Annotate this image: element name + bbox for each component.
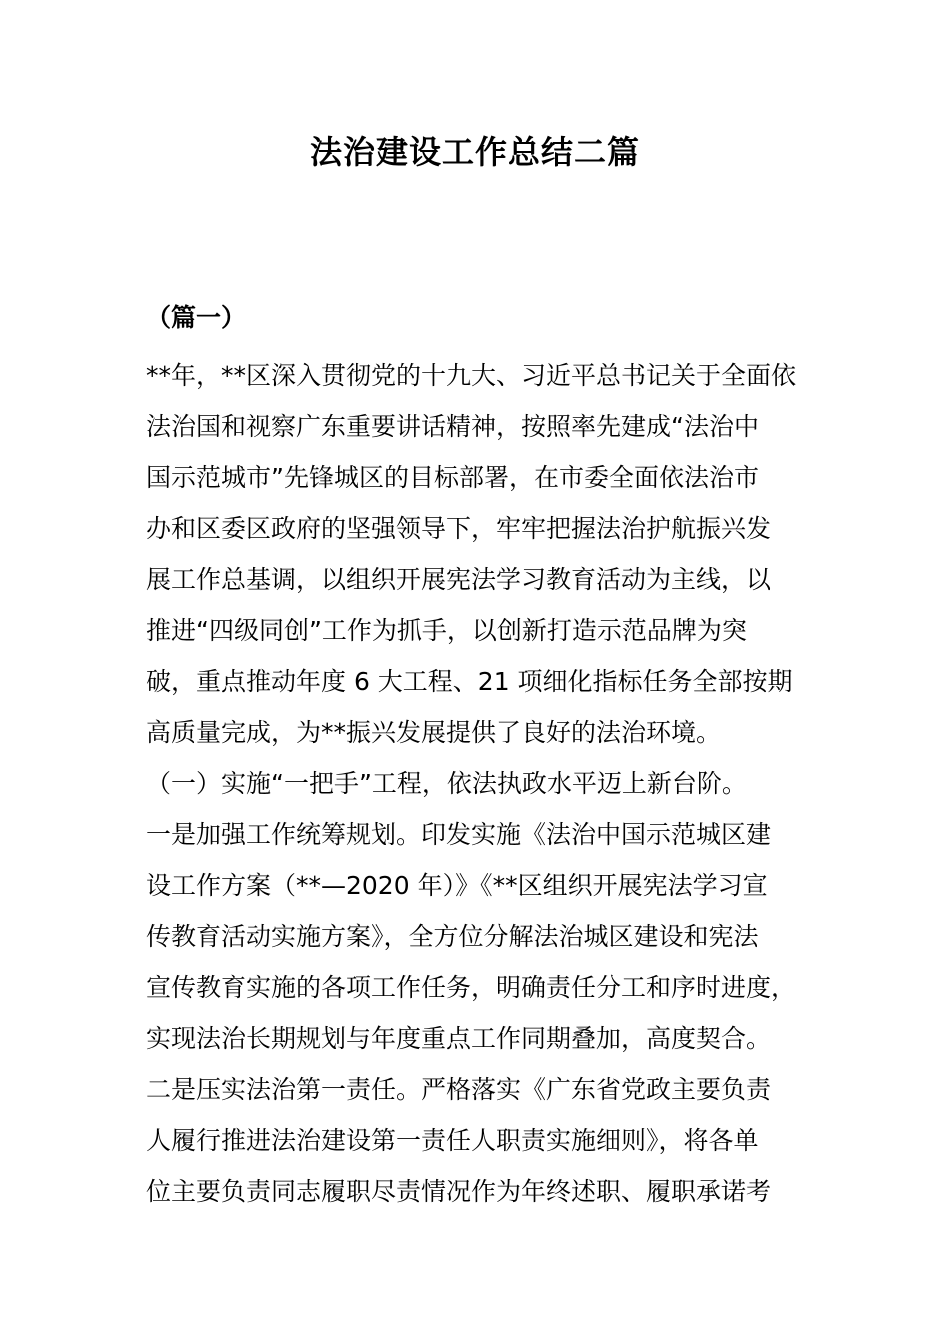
text-line: 推进“四级同创”工作为抓手，以创新打造示范品牌为突: [146, 616, 747, 645]
text-line: 法治国和视察广东重要讲话精神，按照率先建成“法治中: [146, 412, 759, 441]
text-line: 二是压实法治第一责任。严格落实《广东省党政主要负责: [146, 1075, 772, 1104]
document-title: 法治建设工作总结二篇: [309, 133, 640, 171]
text-line: 破，重点推动年度 6 大工程、21 项细化指标任务全部按期: [146, 667, 793, 696]
section-heading: （篇一）: [146, 303, 247, 332]
text-line: 展工作总基调，以组织开展宪法学习教育活动为主线，以: [146, 565, 772, 594]
text-line: 人履行推进法治建设第一责任人职责实施细则》，将各单: [146, 1126, 759, 1155]
text-line: 国示范城市”先锋城区的目标部署，在市委全面依法治市: [146, 463, 759, 492]
text-line: 传教育活动实施方案》，全方位分解法治城区建设和宪法: [146, 922, 759, 951]
subsection-heading-line: （一）实施“一把手”工程，依法执政水平迈上新台阶。: [146, 769, 747, 798]
text-line: **年，**区深入贯彻党的十九大、习近平总书记关于全面依: [146, 361, 797, 390]
text-line: 一是加强工作统筹规划。印发实施《法治中国示范城区建: [146, 820, 772, 849]
text-line: 位主要负责同志履职尽责情况作为年终述职、履职承诺考: [146, 1177, 772, 1206]
text-line: 实现法治长期规划与年度重点工作同期叠加，高度契合。: [146, 1024, 772, 1053]
text-line: 设工作方案（**—2020 年）》《**区组织开展宪法学习宣: [146, 871, 768, 900]
text-line: 高质量完成，为**振兴发展提供了良好的法治环境。: [146, 718, 722, 747]
text-line: 办和区委区政府的坚强领导下，牢牢把握法治护航振兴发: [146, 514, 772, 543]
body-text: [146, 350, 811, 1217]
text-line: 宣传教育实施的各项工作任务，明确责任分工和序时进度，: [146, 973, 797, 1002]
